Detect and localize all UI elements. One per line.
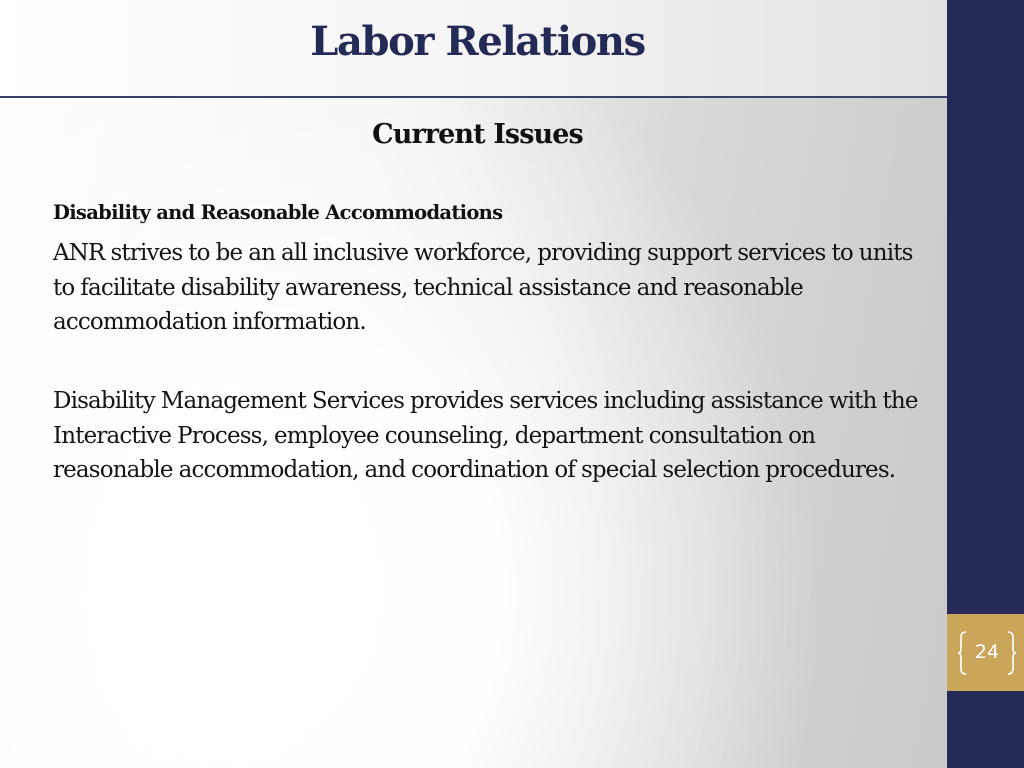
- body-paragraph: Disability Management Services provides services including assistance with the Interactive Process, employee counseling, department consultation on reasonable accommodation, and coordination of special selection procedures.: [53, 388, 918, 483]
- slide-title: Labor Relations: [310, 18, 645, 65]
- page-number: 24: [974, 641, 1000, 663]
- section-heading: Disability and Reasonable Accommodations: [53, 201, 503, 224]
- body-paragraph: ANR strives to be an all inclusive workforce, providing support services to units to facilitate disability awareness, technical assistance and reasonable accommodation information.: [53, 240, 913, 335]
- slide-subtitle: Current Issues: [372, 119, 583, 150]
- title-divider: [0, 96, 1024, 98]
